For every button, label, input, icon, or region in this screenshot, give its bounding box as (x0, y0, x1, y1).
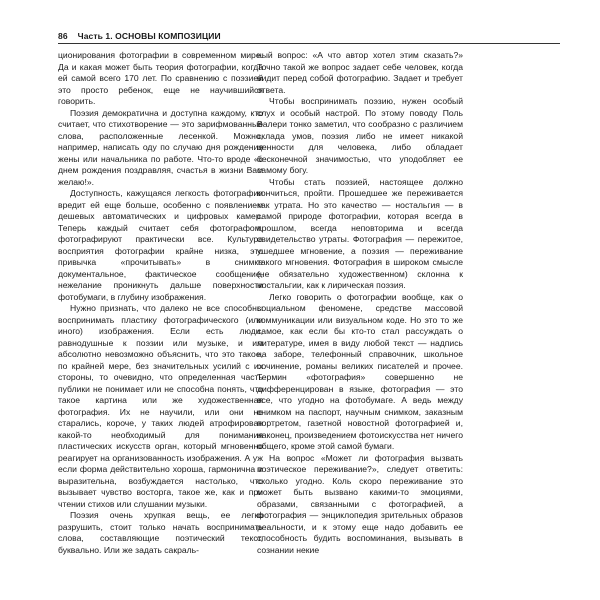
paragraph: Поэзия демократична и доступна каждому, кто считает, что стихотворение — это зарифмованные слова, расположенные лесенкой. Можно, например, написать оду по случаю дня рождения жены или начальника по работе. Что-то вроде «с днем рождения поздравляя, счастья в жизни Вам желаю!». (58, 107, 263, 187)
paragraph: На вопрос «Может ли фотография вызвать поэтическое переживание?», следует ответить: сколько угодно. Коль скоро переживание это может быть вызвано какими-то эмоциями, образами, связанными с фотографией, а фотография — энциклопедия зрительных образов реальности, и к этому еще надо добавить ее способность будить воспоминания, вызывать в сознании некие (257, 452, 463, 555)
running-header (58, 31, 558, 43)
running-title: Часть 1. ОСНОВЫ КОМПОЗИЦИИ (77, 31, 221, 41)
paragraph: Нужно признать, что далеко не все способны воспринимать пластику фотографического (или иного) изображения. Если есть люди, равнодушные к поэзии или музыке, и им абсолютно невозможно объяснить, что это такое, по крайней мере, без значительных усилий с их стороны, то очевидно, что определенная часть публики не понимает или не способна понять, что такое картина или же художественная фотография. Их не научили, или они не старались, короче, у таких людей атрофирован какой-то необходимый для понимания пластических искусств орган, который мгновенно реагирует на организованность изображения. А уж если форма действительно хороша, гармонична и выразительна, возбуждается настолько, что вызывает чувство восторга, такое же, как и при чтении стихов или слушании музыки. (58, 303, 263, 509)
paragraph: Поэзия очень хрупкая вещь, ее легко разрушить, стоит только начать воспринимать слова, составляющие поэтический текст, буквально. Или же задать сакраль- (58, 510, 263, 555)
paragraph: ный вопрос: «А что автор хотел этим сказать?» Точно такой же вопрос задает себе человек, когда видит перед собой фотографию. Задает и требует ответа. (257, 50, 463, 95)
paragraph: Чтобы воспринимать поэзию, нужен особый слух и особый настрой. По этому поводу Поль Валери тонко заметил, что сообразно с различием склада умов, поэзия либо не имеет никакой ценности для человека, либо обладает бесконечной значимостью, что уподобляет ее самому богу. (257, 96, 463, 175)
header-divider (58, 43, 560, 44)
left-text-column (58, 50, 263, 556)
paragraph: ционирования фотографии в современном мире. Да и какая может быть теория фотографии, когда ей самой всего 170 лет. По сравнению с поэзией это просто ребенок, еще не научившийся говорить. (58, 50, 263, 106)
page-number: 86 (58, 31, 68, 41)
paragraph: Чтобы стать поэзией, настоящее должно кончиться, пройти. Прошедшее же переживается как утрата. Но это качество — ностальгия — в самой природе фотографии, которая всегда в прошлом, всегда неповторима и всегда свидетельство утраты. Фотография — пережитое, ушедшее мгновение, а поэзия — переживание такого мгновения. Фотография в широком смысле (не обязательно художественном) склонна к ностальгии, как к лирическая поэзия. (257, 176, 463, 290)
right-text-column (257, 50, 463, 556)
paragraph: Доступность, кажущаяся легкость фотографии вредит ей еще больше, особенно с появлением дешевых автоматических и цифровых камер. Теперь каждый считает себя фотографом, фотографируют практически все. Культура восприятия фотографии крайне низка, это привычка «прочитывать» в снимке документальное, фактическое сообщение, нежелание проникнуть дальше поверхности фотобумаги, в глубину изображения. (58, 188, 263, 302)
paragraph: Легко говорить о фотографии вообще, как о социальном феномене, средстве массовой коммуникации или визуальном коде. Но это то же самое, как если бы кто-то стал рассуждать о литературе, имея в виду любой текст — надпись на заборе, телефонный справочник, школьное сочинение, романы великих писателей и прочее. Термин «фотография» совершенно не дифференцирован в языке, фотография — это все, что угодно на фотобумаге. А ведь между снимком на паспорт, научным снимком, заказным портретом, газетной новостной фотографией и, наконец, произведением фотоискусства нет ничего общего, кроме этой самой бумаги. (257, 291, 463, 451)
